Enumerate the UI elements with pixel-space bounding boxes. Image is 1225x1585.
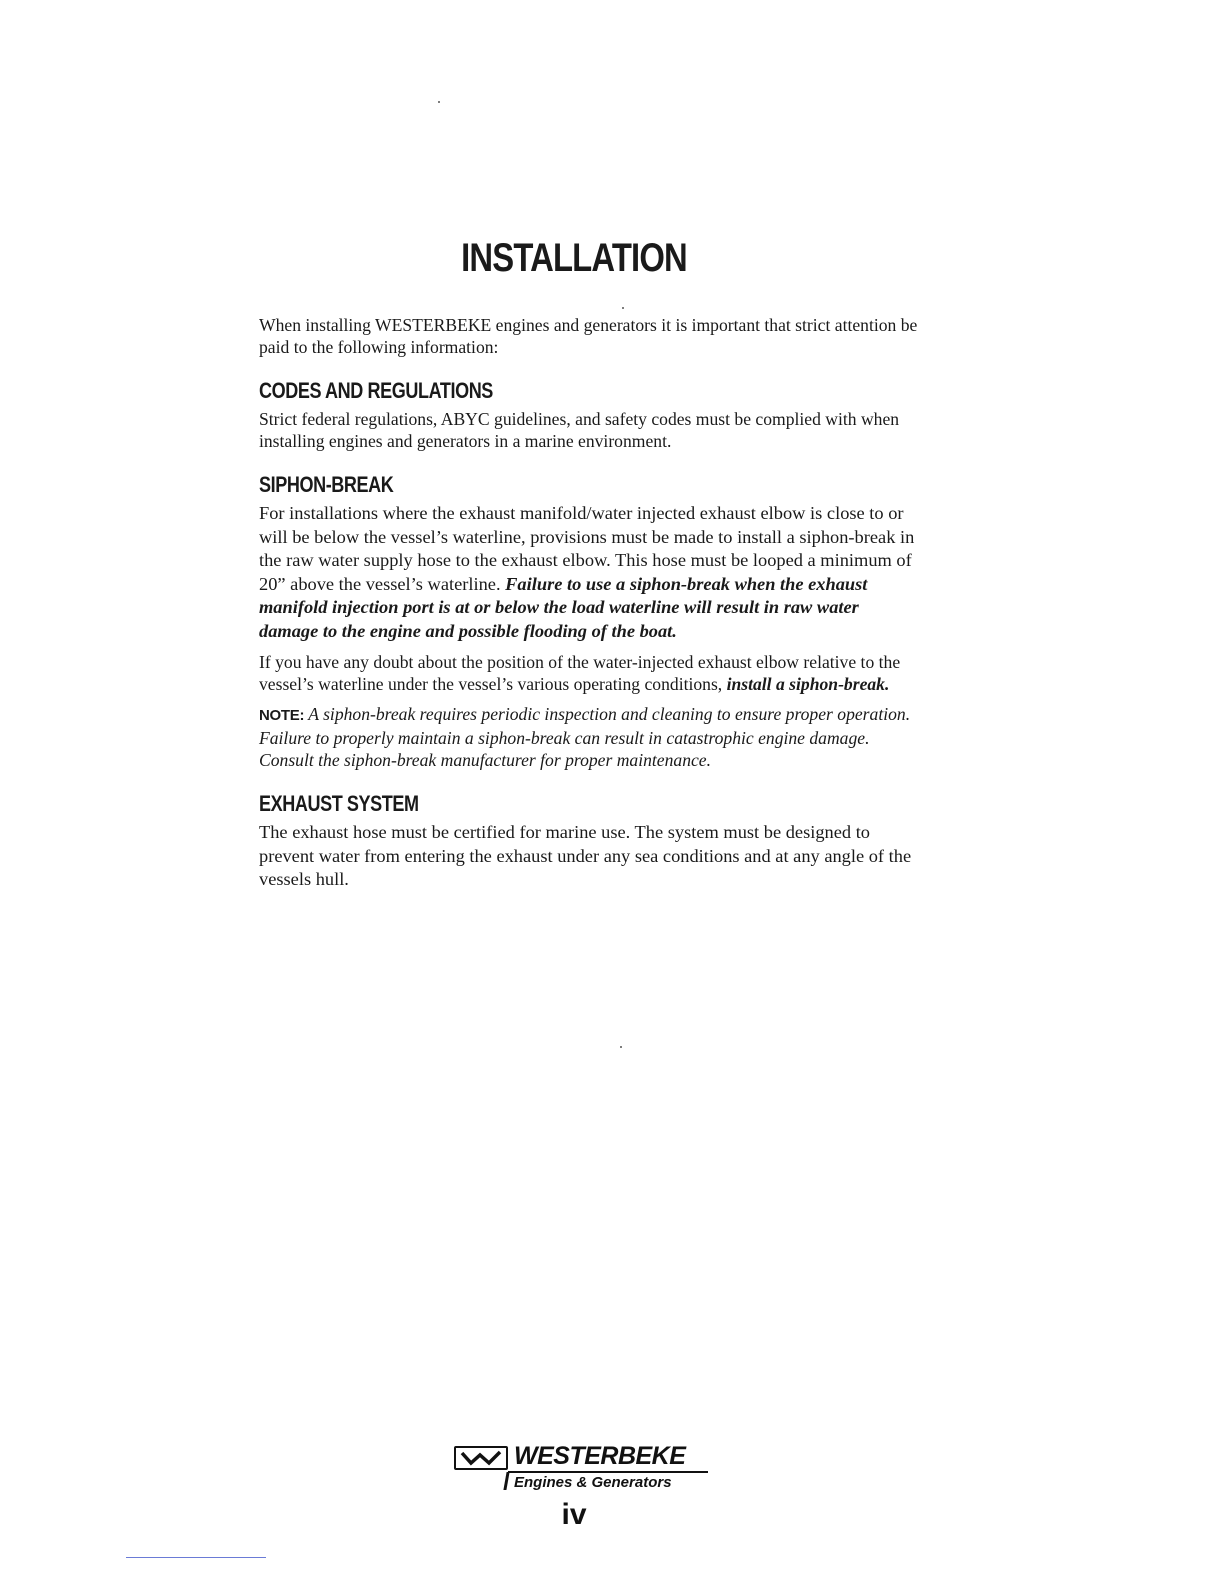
scan-speck bbox=[620, 1046, 622, 1048]
bottom-link-line bbox=[126, 1557, 266, 1558]
logo-stem bbox=[503, 1472, 509, 1490]
codes-heading: CODES AND REGULATIONS bbox=[259, 378, 493, 403]
logo-subtitle: Engines & Generators bbox=[514, 1474, 672, 1491]
logo-name: WESTERBEKE bbox=[514, 1442, 686, 1470]
page-number: iv bbox=[561, 1498, 587, 1531]
siphon-doubt-text: If you have any doubt about the position of the water-injected exhaust elbow relative to the vessel’s waterline under the vessel’s various operating conditions, bbox=[259, 652, 901, 694]
page-content bbox=[259, 314, 919, 914]
scan-speck bbox=[438, 101, 440, 103]
logo-rule bbox=[508, 1471, 708, 1473]
westerbeke-w-icon bbox=[454, 1446, 508, 1470]
siphon-section bbox=[259, 474, 919, 771]
siphon-warning: Failure to use a siphon-break when the exhaust manifold injection port is at or below the load waterline will result in raw water damage to the engine and possible flooding of the boat. bbox=[259, 573, 868, 641]
intro-paragraph: When installing WESTERBEKE engines and generators it is important that strict attention be paid to the following information: bbox=[259, 315, 918, 357]
siphon-note bbox=[259, 703, 919, 771]
exhaust-paragraph: The exhaust hose must be certified for marine use. The system must be designed to prevent water from entering the exhaust under any sea conditions and at any angle of the vessels hull. bbox=[259, 822, 912, 889]
exhaust-heading: EXHAUST SYSTEM bbox=[259, 791, 419, 816]
scan-speck bbox=[622, 307, 624, 309]
note-label: NOTE: bbox=[259, 707, 305, 724]
page-title: INSTALLATION bbox=[461, 236, 687, 280]
siphon-heading: SIPHON-BREAK bbox=[259, 472, 394, 497]
codes-section bbox=[259, 380, 919, 452]
codes-paragraph: Strict federal regulations, ABYC guidelines, and safety codes must be complied with when installing engines and generators in a marine environment. bbox=[259, 409, 900, 451]
siphon-paragraph bbox=[259, 502, 919, 643]
siphon-doubt-emphasis: install a siphon-break. bbox=[726, 674, 890, 694]
siphon-doubt-paragraph bbox=[259, 651, 919, 695]
siphon-text: For installations where the exhaust manifold/water injected exhaust elbow is close to or will be below the vessel’s waterline, provisions must be made to install a siphon-break in the raw water supply hose to the exhaust elbow. This hose must be looped a minimum of 20” above the vessel’s waterline. bbox=[259, 503, 915, 594]
westerbeke-logo bbox=[448, 1444, 708, 1500]
exhaust-section bbox=[259, 793, 919, 892]
note-text: A siphon-break requires periodic inspection and cleaning to ensure proper operation. Failure to properly maintain a siphon-break can result in catastrophic engine damage. Consult the siphon-break manufacturer for proper maintenance. bbox=[259, 704, 911, 770]
